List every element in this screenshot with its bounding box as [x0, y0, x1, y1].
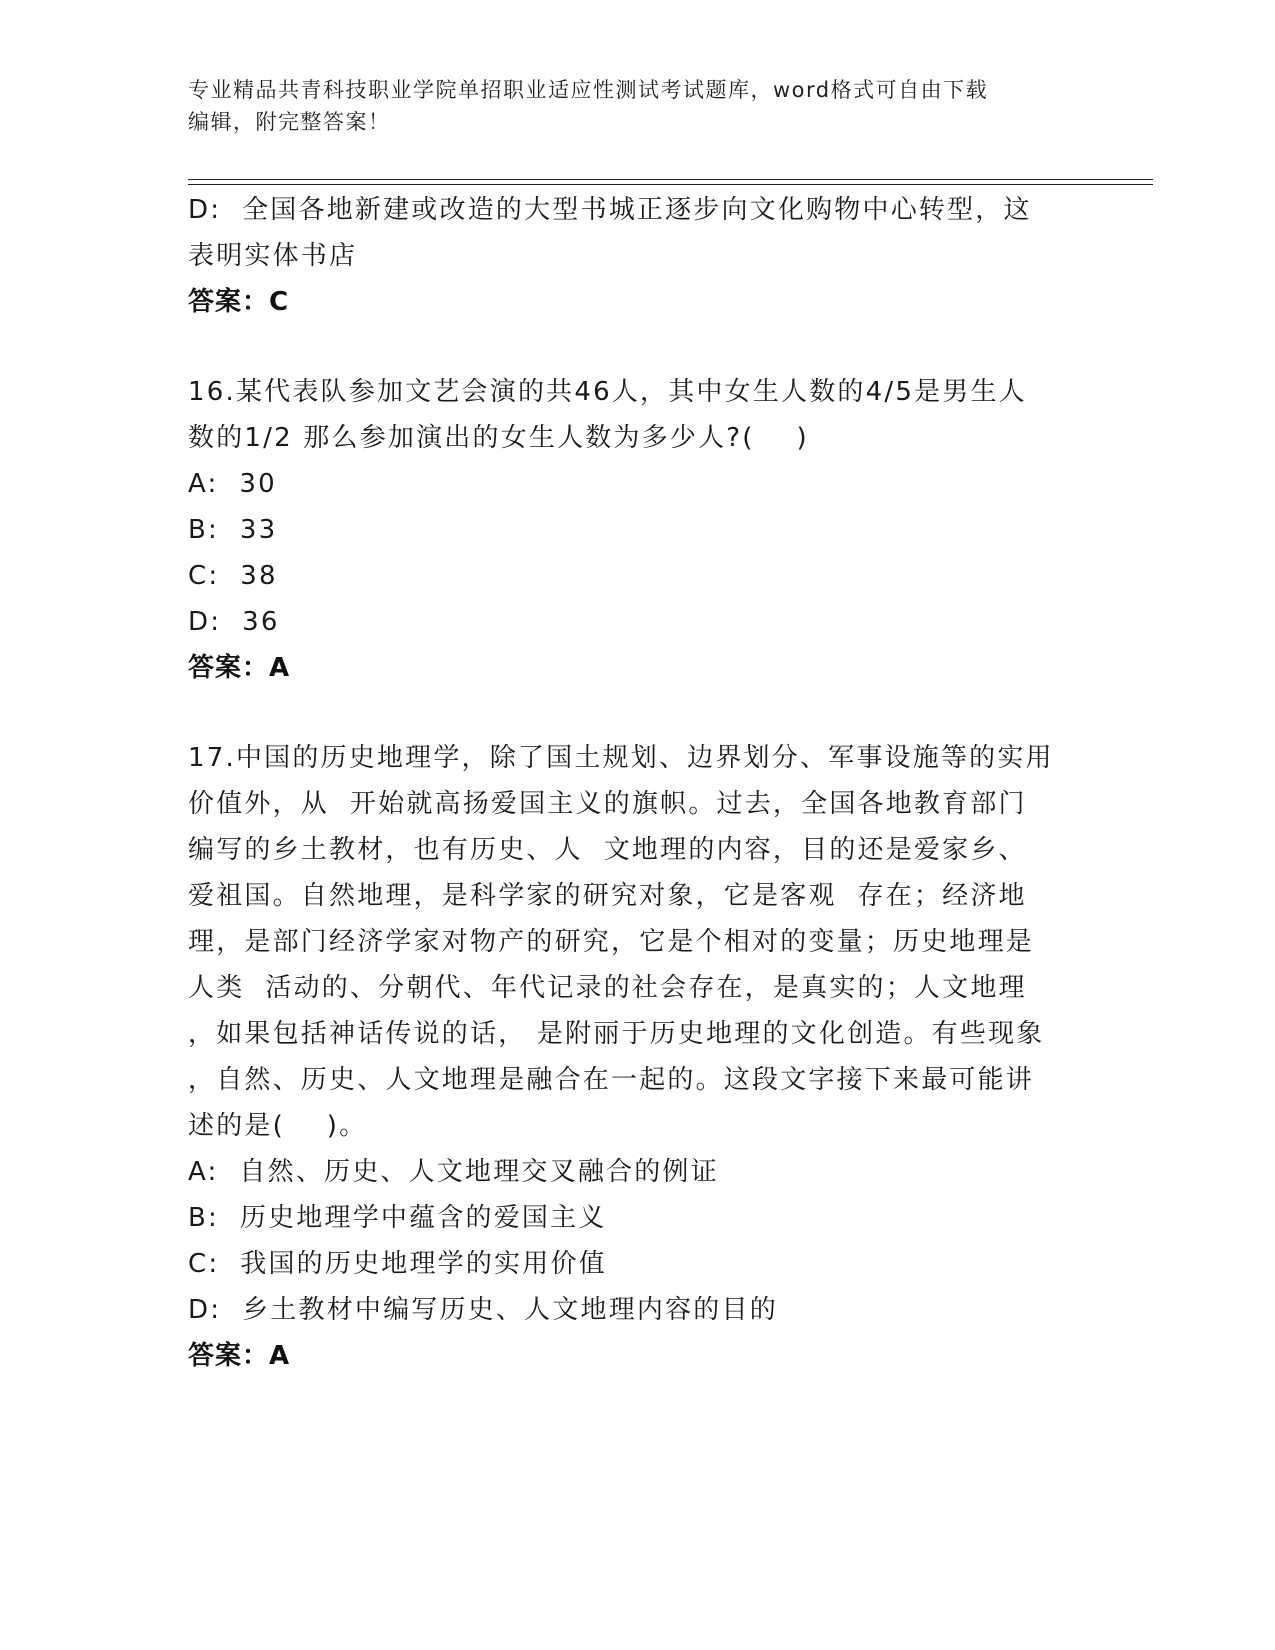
- option-c: C: 38: [188, 561, 278, 591]
- question-stem-line: 理，是部门经济学家对物产的研究，它是个相对的变量；历史地理是: [188, 927, 1035, 957]
- option-b: B: 33: [188, 515, 278, 545]
- option-d-line-1: D: 全国各地新建或改造的大型书城正逐步向文化购物中心转型，这: [188, 195, 1032, 225]
- header-line-2: 编辑，附完整答案！: [188, 110, 391, 134]
- page-content: [188, 187, 1088, 1379]
- header-rule-bottom: [188, 184, 1153, 185]
- option-d: D: 36: [188, 607, 280, 637]
- question-17: [188, 735, 1088, 1379]
- question-stem-line: ，自然、历史、人文地理是融合在一起的。这段文字接下来最可能讲: [188, 1065, 1035, 1095]
- answer-label: 答案：A: [188, 653, 291, 683]
- option-a: A: 30: [188, 469, 277, 499]
- question-16: [188, 369, 1088, 691]
- option-c: C: 我国的历史地理学的实用价值: [188, 1249, 607, 1279]
- option-d: D: 乡土教材中编写历史、人文地理内容的目的: [188, 1295, 778, 1325]
- question-stem-line: 价值外，从 开始就高扬爱国主义的旗帜。过去，全国各地教育部门: [188, 789, 1027, 819]
- prev-question: [188, 187, 1088, 325]
- question-stem-line: 爱祖国。自然地理，是科学家的研究对象，它是客观 存在；经济地: [188, 881, 1027, 911]
- question-stem-line: 人类 活动的、分朝代、年代记录的社会存在，是真实的；人文地理: [188, 973, 1027, 1003]
- answer-label: 答案：C: [188, 287, 290, 317]
- question-stem-line: 17.中国的历史地理学，除了国土规划、边界划分、军事设施等的实用: [188, 743, 1054, 773]
- question-stem-line: 编写的乡土教材，也有历史、人 文地理的内容，目的还是爱家乡、: [188, 835, 1027, 865]
- header-rule-top: [188, 179, 1153, 180]
- page-header: [188, 74, 1068, 138]
- option-d-line-2: 表明实体书店: [188, 241, 358, 271]
- question-stem-line: 述的是( )。: [188, 1111, 368, 1141]
- question-stem-line: 16.某代表队参加文艺会演的共46人，其中女生人数的4/5是男生人: [188, 377, 1027, 407]
- spacer: [188, 325, 1088, 369]
- option-a: A: 自然、历史、人文地理交叉融合的例证: [188, 1157, 719, 1187]
- question-stem-line: ，如果包括神话传说的话， 是附丽于历史地理的文化创造。有些现象: [188, 1019, 1045, 1049]
- question-stem-line: 数的1/2 那么参加演出的女生人数为多少人?( ): [188, 423, 809, 453]
- option-b: B: 历史地理学中蕴含的爱国主义: [188, 1203, 607, 1233]
- spacer: [188, 691, 1088, 735]
- header-line-1: 专业精品共青科技职业学院单招职业适应性测试考试题库，word格式可自由下载: [188, 78, 989, 102]
- answer-label: 答案：A: [188, 1341, 291, 1371]
